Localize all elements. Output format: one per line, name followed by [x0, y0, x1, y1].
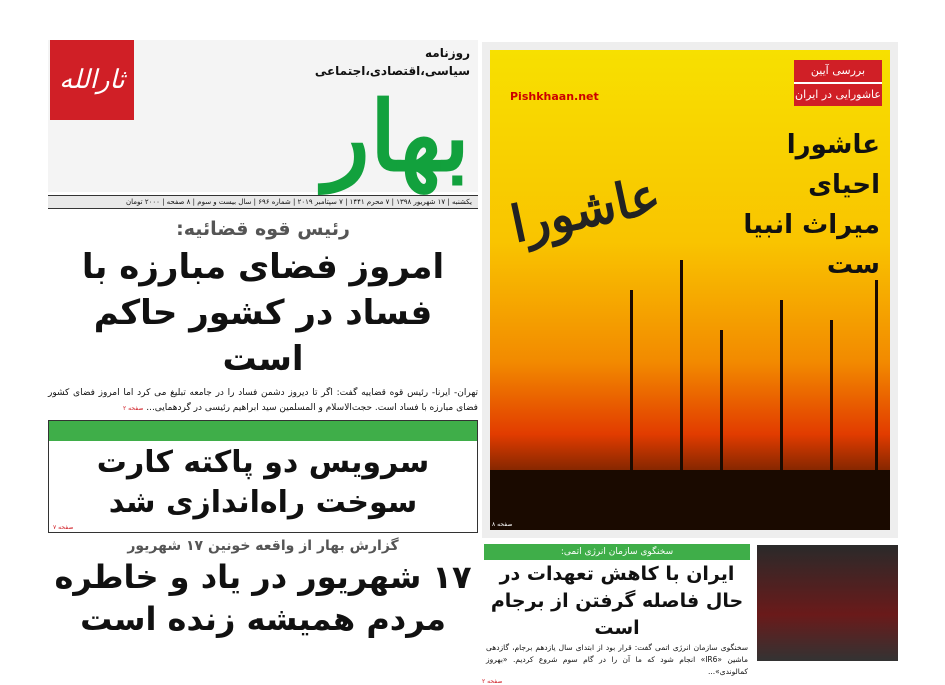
story2-headline[interactable]: سرویس دو پاکته کارت سوخت راه‌اندازی شد — [96, 445, 430, 520]
story3-kicker: گزارش بهار از واقعه خونین ۱۷ شهریور — [127, 538, 399, 554]
spear-silhouette — [830, 320, 833, 490]
page-ref[interactable]: صفحه ۲ — [482, 678, 503, 685]
story3-headline[interactable]: ۱۷ شهریور در یاد و خاطره مردم همیشه زنده است — [54, 558, 472, 638]
spear-silhouette — [875, 280, 878, 490]
tagline — [290, 44, 470, 80]
tagline-line2: سیاسی،اقتصادی،اجتماعی — [314, 64, 470, 78]
red-logo: ثارالله — [50, 40, 134, 120]
hero-headline[interactable]: عاشورا احیای میراث انبیا ست — [743, 130, 880, 280]
story4-body: سخنگوی سازمان انرژی اتمی گفت: قرار بود از ابتدای سال یازدهم برجام، گازدهی ماشین «IR6» انجام شود که ما آن را در گام سوم شروع کردیم. «بهروز کمالوندی»... — [486, 643, 748, 676]
page-ref[interactable]: صفحه ۷ — [53, 524, 74, 531]
story1-body — [48, 386, 478, 416]
story4-kicker: سخنگوی سازمان انرژی اتمی: — [484, 544, 750, 560]
story1-headline[interactable]: امروز فضای مبارزه با فساد در کشور حاکم است — [81, 247, 445, 379]
page-ref[interactable]: صفحه ۲ — [122, 405, 144, 412]
left-column — [48, 216, 478, 661]
green-bar — [49, 421, 477, 441]
story1-kicker: رئیس قوه قضائیه: — [176, 218, 350, 240]
story4-headline[interactable]: ایران با کاهش تعهدات در حال فاصله گرفتن از برجام است — [490, 563, 744, 639]
newspaper-logo: بهار — [323, 80, 470, 193]
spokesperson-photo — [757, 545, 898, 661]
spear-silhouette — [680, 260, 683, 490]
story4 — [482, 540, 752, 685]
hero-feature — [482, 42, 898, 538]
hero-art-title: عاشورا — [505, 164, 666, 255]
watermark: Pishkhaan.net — [510, 90, 599, 103]
hero-tag-line1: بررسی آیین — [810, 64, 866, 77]
page-ref[interactable]: صفحه ۸ — [492, 521, 513, 528]
dateline: یکشنبه | ۱۷ شهریور ۱۳۹۸ | ۷ محرم ۱۴۴۱ | ۷ سپتامبر ۲۰۱۹ | شماره ۶۹۶ | سال بیست و سوم | ۸ صفحه | ۲۰۰۰ تومان — [48, 195, 478, 209]
hero-tag-line2: عاشورایی در ایران — [794, 82, 882, 106]
spear-silhouette — [780, 300, 783, 490]
spear-silhouette — [720, 330, 723, 490]
hero-tag — [794, 60, 882, 106]
story1-text: تهران- ایرنا- رئیس قوه قضاییه گفت: اگر تا دیروز دشمن فساد را در جامعه تبلیغ می کرد اما امروز فضای کشور فضای مبارزه با فساد است. حجت‌الاسلام و المسلمین سید ابراهیم رئیسی در گردهمایی... — [48, 388, 478, 413]
spear-silhouette — [630, 290, 633, 490]
palm-silhouette — [490, 470, 890, 530]
tagline-line1: روزنامه — [425, 46, 470, 60]
story2-box — [48, 420, 478, 533]
hero-image[interactable] — [490, 50, 890, 530]
